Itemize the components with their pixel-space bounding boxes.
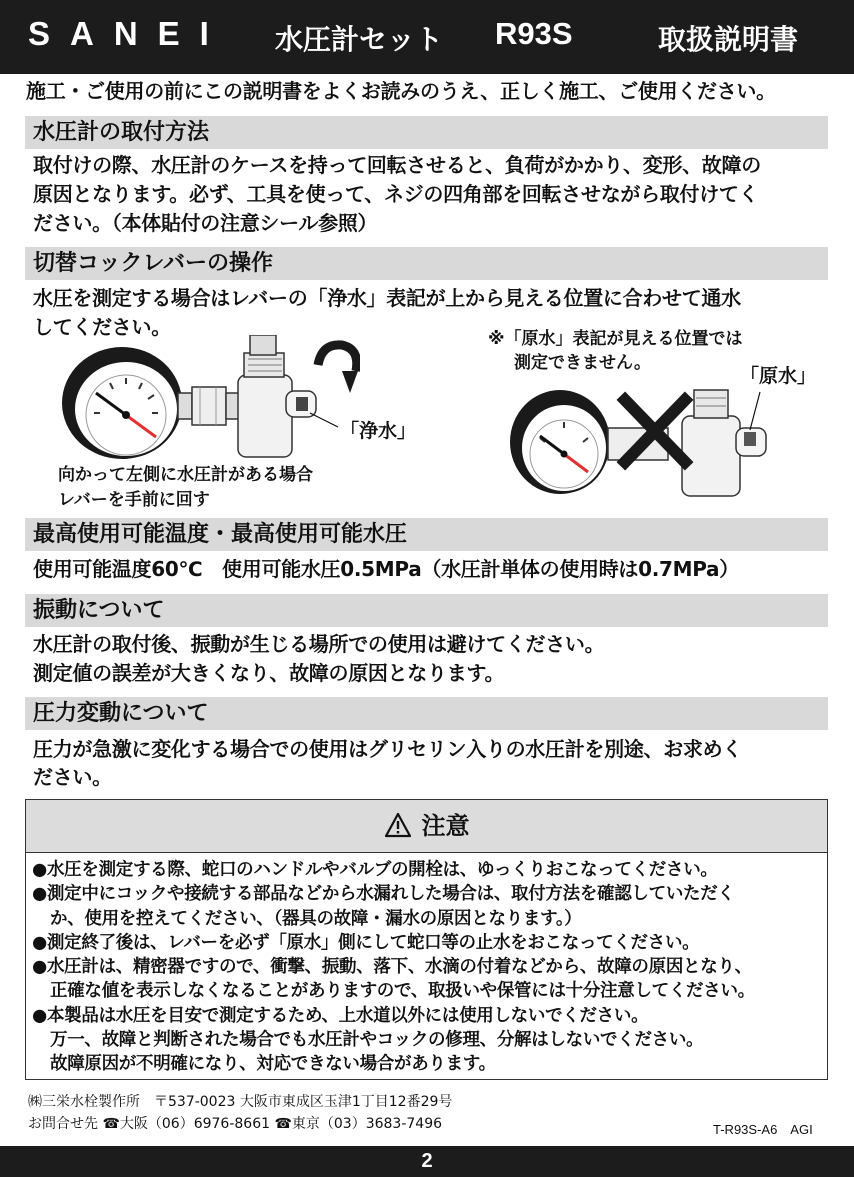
section-title-mounting: 水圧計の取付方法 — [25, 116, 828, 149]
caution-item: ●本製品は水圧を目安で測定するため、上水道以外には使用しないでください。 — [32, 1005, 649, 1026]
section-vibration-line: 測定値の誤差が大きくなり、故障の原因となります。 — [33, 661, 505, 685]
intro-text: 施工・ご使用の前にこの説明書をよくお読みのうえ、正しく施工、ご使用ください。 — [26, 79, 776, 103]
section-lever-line: 水圧を測定する場合はレバーの「浄水」表記が上から見える位置に合わせて通水 — [33, 286, 741, 310]
section-title-max-ratings: 最高使用可能温度・最高使用可能水圧 — [25, 518, 828, 551]
caution-item: ●測定終了後は、レバーを必ず「原水」側にして蛇口等の止水をおこなってください。 — [32, 932, 700, 953]
note-right-line1: ※「原水」表記が見える位置では — [488, 329, 743, 349]
caution-title: 注意 — [421, 812, 470, 840]
label-raw-water: 「原水」 — [740, 365, 817, 387]
section-lever-line: してください。 — [33, 315, 171, 339]
company-address: ㈱三栄水栓製作所 〒537-0023 大阪市東成区玉津1丁目12番29号 — [28, 1094, 453, 1110]
caution-header — [26, 800, 827, 853]
caution-item: ●水圧計は、精密器ですので、衝撃、振動、落下、水滴の付着などから、故障の原因となり、 — [32, 957, 752, 978]
caption-left-line2: レバーを手前に回す — [58, 490, 210, 510]
section-mounting-line: 原因となります。必ず、工具を使って、ネジの四角部を回転させながら取付けてく — [33, 182, 759, 206]
caution-list — [32, 858, 755, 1077]
note-right-line2: 測定できません。 — [514, 353, 652, 373]
caution-item-continuation: か、使用を控えてください、（器具の故障・漏水の原因となります。） — [50, 908, 582, 929]
section-max-ratings-line: 使用可能温度60℃ 使用可能水圧0.5MPa（水圧計単体の使用時は0.7MPa） — [33, 557, 739, 581]
document-type: 取扱説明書 — [658, 23, 799, 56]
caution-item: ●水圧を測定する際、蛇口のハンドルやバルブの開栓は、ゆっくりおこなってください。 — [32, 860, 718, 880]
section-pressure-line: ださい。 — [33, 765, 112, 789]
contact-phones: お問合せ先 ☎大阪（06）6976-8661 ☎東京（03）3683-7496 — [28, 1116, 443, 1132]
section-title-lever: 切替コックレバーの操作 — [25, 247, 828, 280]
brand-logo: SANEI — [28, 15, 229, 52]
caution-box — [25, 799, 828, 1080]
caution-item-continuation: 正確な値を表示しなくなることがありますので、取扱いや保管には十分注意してください。 — [50, 981, 755, 1002]
caution-item-continuation: 万一、故障と判断された場合でも水圧計やコックの修理、分解はしないでください。 — [50, 1030, 704, 1051]
gauge-correct-illustration — [60, 335, 360, 465]
caution-item-continuation: 故障原因が不明確になり、対応できない場合があります。 — [50, 1054, 496, 1075]
section-title-pressure-fluctuation: 圧力変動について — [25, 697, 828, 730]
product-name: 水圧計セット — [275, 23, 444, 56]
label-filtered-water: 「浄水」 — [340, 420, 417, 442]
section-title-vibration: 振動について — [25, 594, 828, 627]
model-number: R93S — [495, 16, 573, 51]
gauge-incorrect-illustration — [510, 380, 780, 500]
section-mounting-line: 取付けの際、水圧計のケースを持って回転させると、負荷がかかり、変形、故障の — [33, 153, 761, 177]
caption-left-line1: 向かって左側に水圧計がある場合 — [58, 465, 313, 485]
caution-item: ●測定中にコックや接続する部品などから水漏れした場合は、取付方法を確認していただく — [32, 884, 735, 905]
page-header — [0, 0, 854, 74]
section-mounting-line: ださい。（本体貼付の注意シール参照） — [33, 211, 378, 235]
section-vibration-line: 水圧計の取付後、振動が生じる場所での使用は避けてください。 — [33, 632, 605, 656]
document-code: T-R93S-A6 AGI — [713, 1122, 813, 1137]
section-pressure-line: 圧力が急激に変化する場合での使用はグリセリン入りの水圧計を別途、お求めく — [33, 737, 742, 761]
page-number: 2 — [421, 1150, 433, 1172]
warning-triangle-icon — [384, 812, 412, 838]
page-number-bar — [0, 1146, 854, 1177]
